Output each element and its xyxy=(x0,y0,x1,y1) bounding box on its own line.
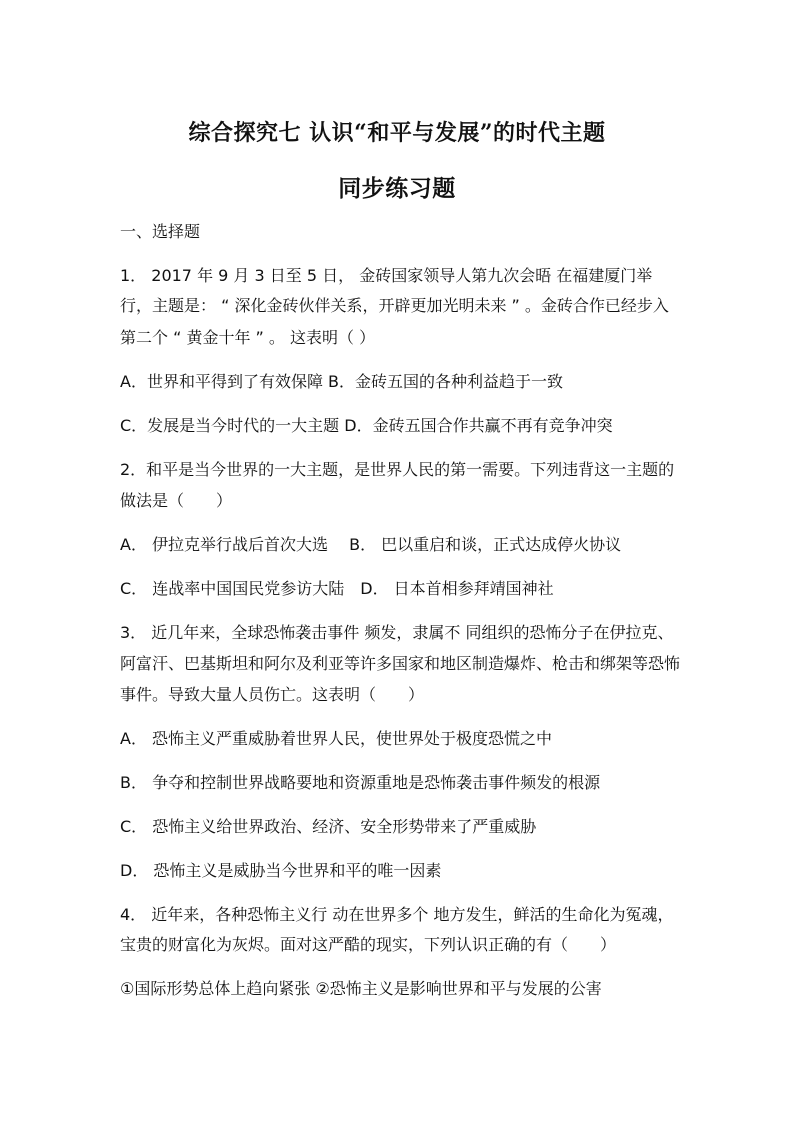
option-line: B． 争夺和控制世界战略要地和资源重地是恐怖袭击事件频发的根源 xyxy=(120,773,601,792)
section-heading: 一、选择题 xyxy=(120,222,201,241)
question-line: 1． 2017 年 9 月 3 日至 5 日， 金砖国家领导人第九次会晤 在福建厦门举 xyxy=(120,266,653,285)
question-line: 事件。导致大量人员伤亡。这表明（ ） xyxy=(120,685,425,704)
question-line: 做法是（ ） xyxy=(120,491,233,510)
option-line: ①国际形势总体上趋向紧张 ②恐怖主义是影响世界和平与发展的公害 xyxy=(120,979,602,998)
option-line: D． 恐怖主义是威胁当今世界和平的唯一因素 xyxy=(120,861,442,880)
option-line: A．世界和平得到了有效保障 B．金砖五国的各种利益趋于一致 xyxy=(120,372,564,391)
question-line: 行，主题是： “ 深化金砖伙伴关系，开辟更加光明未来 ” 。金砖合作已经步入 xyxy=(120,296,669,315)
document-title: 综合探究七 认识“和平与发展”的时代主题 xyxy=(188,120,606,146)
document-subtitle: 同步练习题 xyxy=(338,175,456,202)
option-line: C． 恐怖主义给世界政治、经济、安全形势带来了严重威胁 xyxy=(120,817,537,836)
option-line: C． 连战率中国国民党参访大陆 D． 日本首相参拜靖国神社 xyxy=(120,579,554,598)
option-line: A． 恐怖主义严重威胁着世界人民，使世界处于极度恐慌之中 xyxy=(120,729,553,748)
question-line: 3． 近几年来，全球恐怖袭击事件 频发，隶属不 同组织的恐怖分子在伊拉克、 xyxy=(120,623,674,642)
question-line: 第二个 “ 黄金十年 ” 。 这表明（ ） xyxy=(120,328,376,347)
question-line: 宝贵的财富化为灰烬。面对这严酷的现实，下列认识正确的有（ ） xyxy=(120,935,617,954)
question-line: 阿富汗、巴基斯坦和阿尔及利亚等许多国家和地区制造爆炸、枪击和绑架等恐怖 xyxy=(120,654,681,673)
option-line: C．发展是当今时代的一大主题 D．金砖五国合作共赢不再有竞争冲突 xyxy=(120,416,613,435)
question-line: 2．和平是当今世界的一大主题，是世界人民的第一需要。下列违背这一主题的 xyxy=(120,460,675,479)
question-line: 4． 近年来，各种恐怖主义行 动在世界多个 地方发生，鲜活的生命化为冤魂， xyxy=(120,905,674,924)
option-line: A． 伊拉克举行战后首次大选 B． 巴以重启和谈，正式达成停火协议 xyxy=(120,535,622,554)
